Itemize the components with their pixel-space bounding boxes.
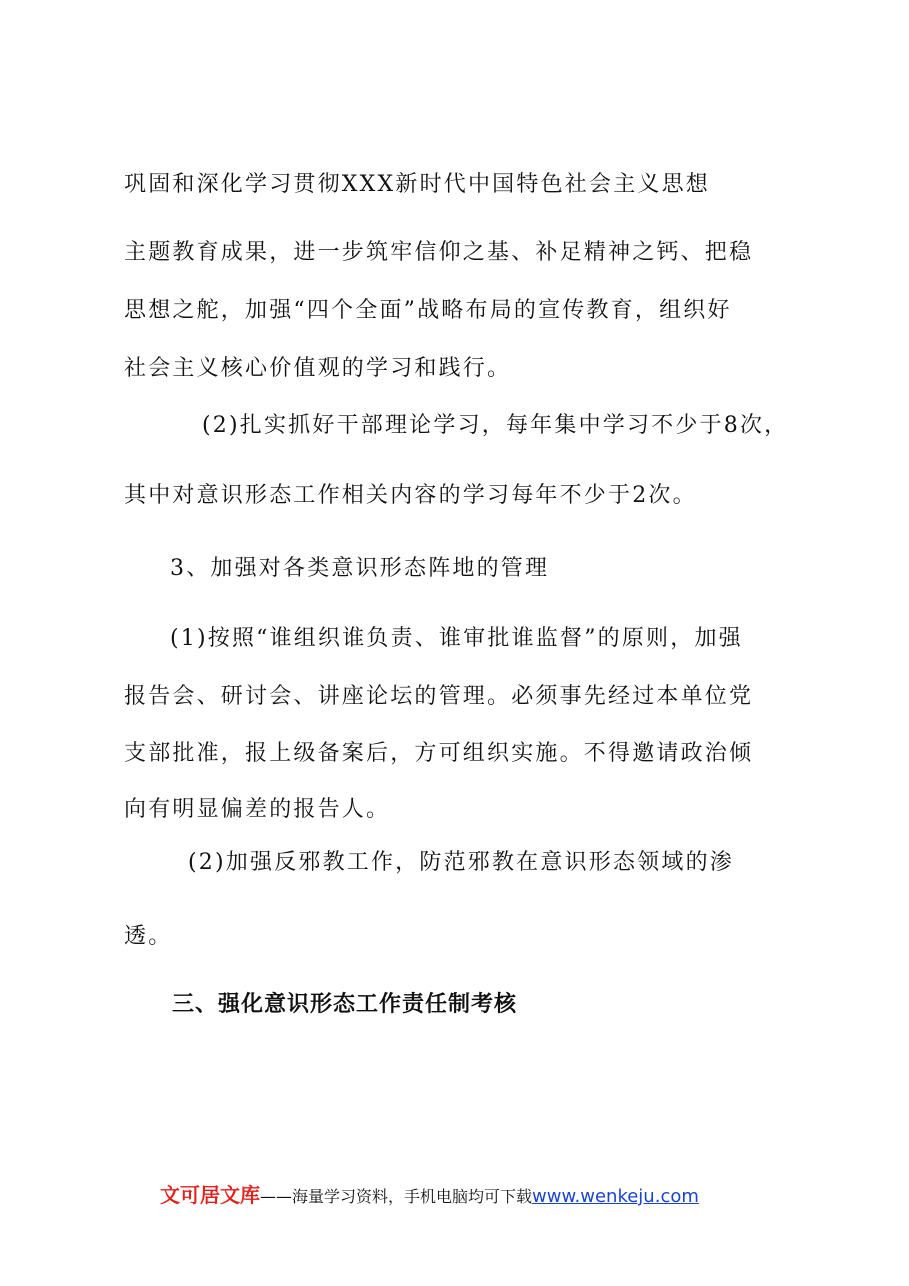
footer-tagline: ——海量学习资料，手机电脑均可下载 xyxy=(260,1187,533,1206)
paragraph-line: (2)扎实抓好干部理论学习，每年集中学习不少于8次， xyxy=(202,413,789,438)
paragraph-line: (1)按照“谁组织谁负责、谁审批谁监督”的原则，加强 xyxy=(170,626,743,651)
footer-url-link[interactable]: www.wenkeju.com xyxy=(532,1186,699,1207)
subsection-heading: 3、加强对各类意识形态阵地的管理 xyxy=(170,556,550,581)
footer-banner xyxy=(160,1182,699,1210)
paragraph-line: 思想之舵，加强“四个全面”战略布局的宣传教育，组织好 xyxy=(124,298,732,323)
paragraph-line: 其中对意识形态工作相关内容的学习每年不少于2次。 xyxy=(124,483,697,508)
paragraph-line: 报告会、研讨会、讲座论坛的管理。必须事先经过本单位党 xyxy=(124,684,754,709)
footer-brand: 文可居文库 xyxy=(160,1183,260,1207)
paragraph-line: 向有明显偏差的报告人。 xyxy=(124,797,391,822)
paragraph-line: 透。 xyxy=(124,924,173,949)
paragraph-line: 社会主义核心价值观的学习和践行。 xyxy=(124,356,512,381)
paragraph-line: 主题教育成果，进一步筑牢信仰之基、补足精神之钙、把稳 xyxy=(124,240,754,265)
paragraph-line: 支部批准，报上级备案后，方可组织实施。不得邀请政治倾 xyxy=(124,741,754,766)
section-heading: 三、强化意识形态工作责任制考核 xyxy=(172,992,518,1017)
paragraph-line: (2)加强反邪教工作，防范邪教在意识形态领域的渗 xyxy=(188,850,734,875)
paragraph-line: 巩固和深化学习贯彻XXX新时代中国特色社会主义思想 xyxy=(124,172,710,197)
